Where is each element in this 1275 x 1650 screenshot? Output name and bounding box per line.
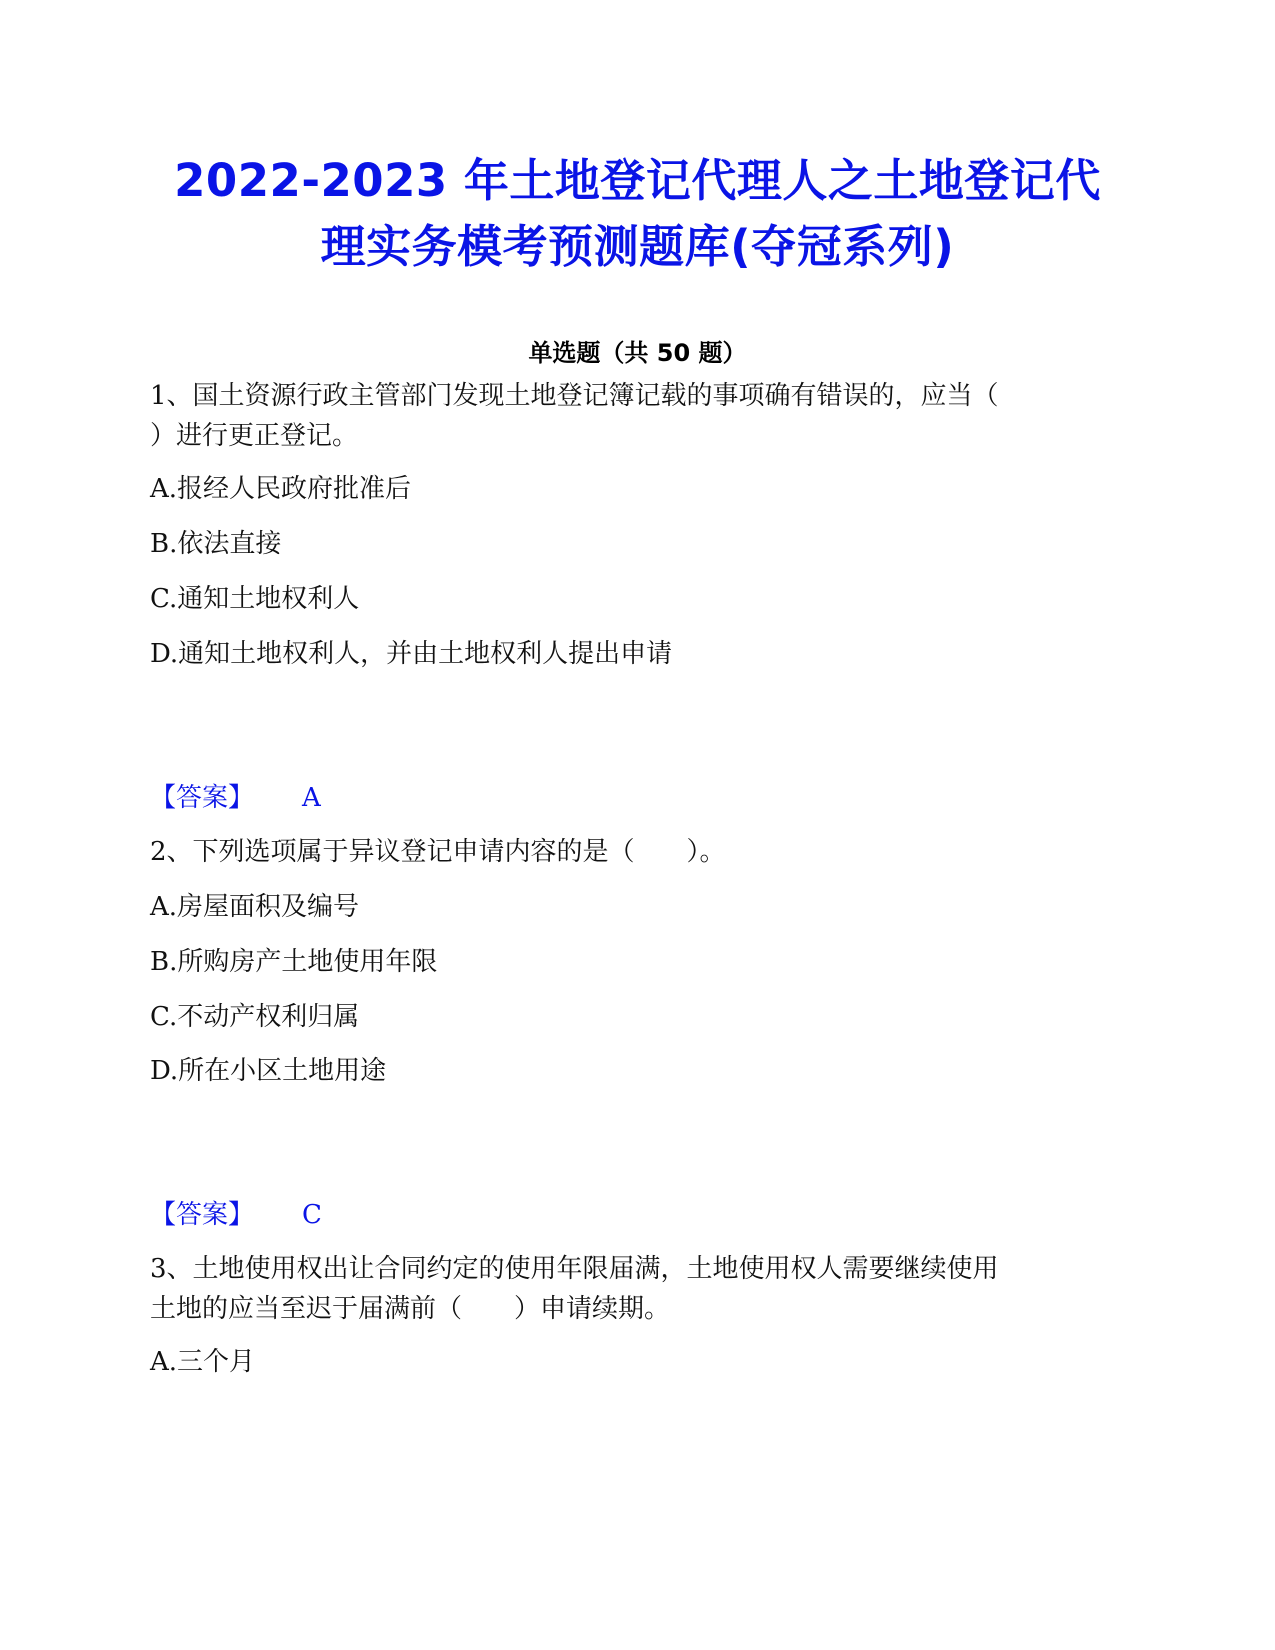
question-3-stem-line-2: 土地的应当至迟于届满前（ ）申请续期。	[150, 1294, 671, 1324]
answer-value: C	[302, 1200, 322, 1230]
question-2-stem-line-1: 2、下列选项属于异议登记申请内容的是（ ）。	[150, 837, 726, 867]
document-title-line-1: 2022-2023 年土地登记代理人之土地登记代	[174, 154, 1101, 207]
question-3-stem-line-1: 3、土地使用权出让合同约定的使用年限届满，土地使用权人需要继续使用	[150, 1254, 999, 1284]
section-heading: 单选题（共 50 题）	[528, 339, 747, 367]
question-2-option-b: B.所购房产土地使用年限	[150, 947, 438, 977]
question-2-option-d: D.所在小区土地用途	[150, 1056, 387, 1086]
question-1-stem-line-2: ）进行更正登记。	[150, 421, 359, 451]
answer-label: 【答案】	[150, 1200, 255, 1230]
question-1-option-b: B.依法直接	[150, 529, 282, 559]
question-1-answer	[150, 778, 321, 818]
question-2-answer	[150, 1195, 322, 1235]
question-1-option-d: D.通知土地权利人，并由土地权利人提出申请	[150, 639, 673, 669]
answer-label: 【答案】	[150, 783, 255, 813]
question-2-option-a: A.房屋面积及编号	[150, 892, 360, 922]
question-1-stem-line-1: 1、国土资源行政主管部门发现土地登记簿记载的事项确有错误的，应当（	[150, 381, 999, 411]
document-title-line-2: 理实务模考预测题库(夺冠系列)	[320, 220, 955, 273]
answer-value: A	[302, 783, 321, 813]
question-1-option-a: A.报经人民政府批准后	[150, 474, 412, 504]
question-1-option-c: C.通知土地权利人	[150, 584, 360, 614]
question-2-option-c: C.不动产权利归属	[150, 1002, 360, 1032]
document-title	[120, 148, 1155, 280]
question-3-option-a: A.三个月	[150, 1347, 256, 1377]
